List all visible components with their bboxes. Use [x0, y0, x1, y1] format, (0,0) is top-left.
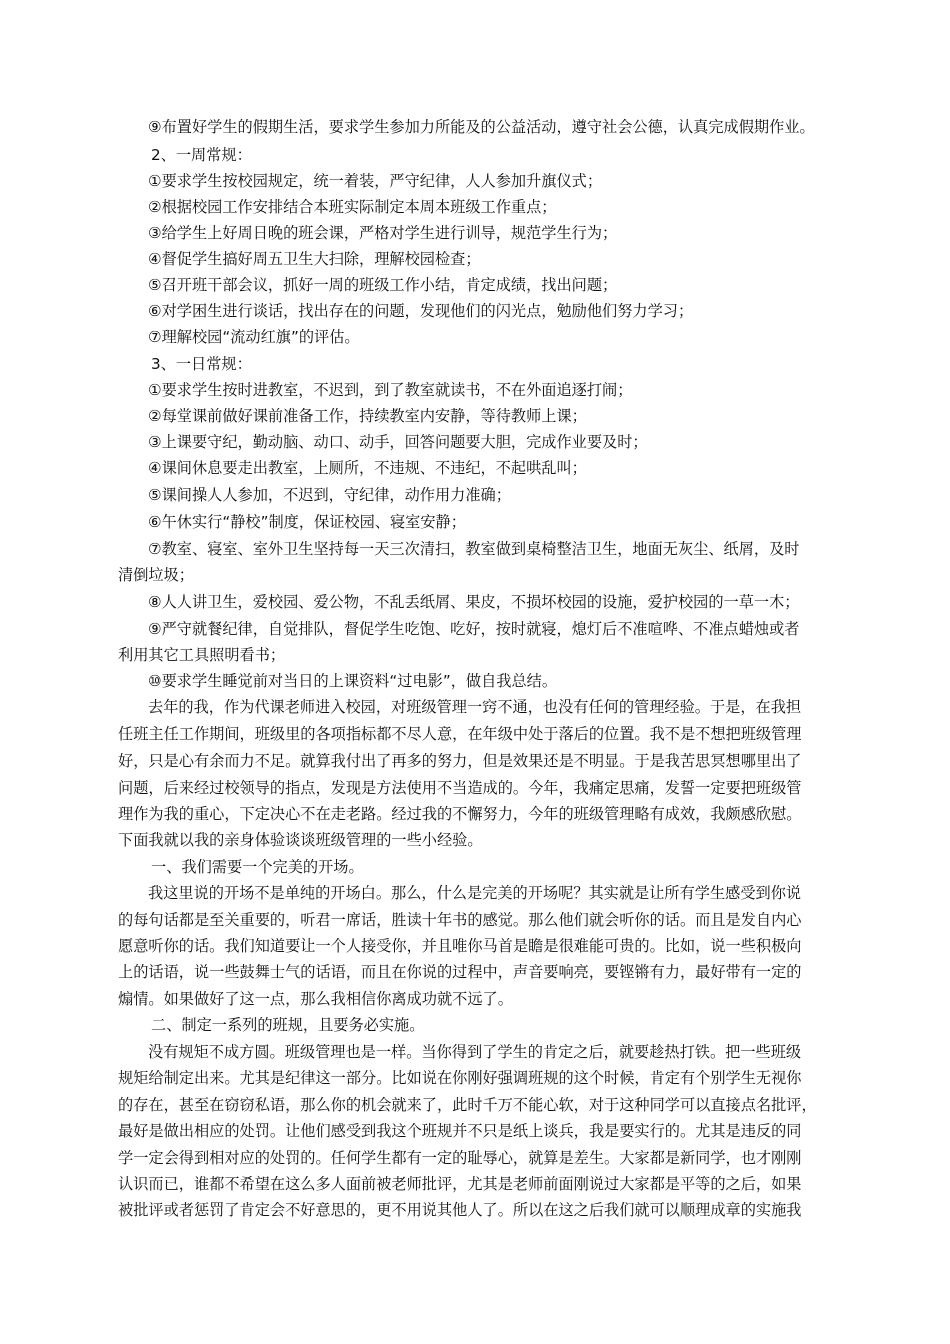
text-line: ⑩要求学生睡觉前对当日的上课资料“过电影”，做自我总结。 — [148, 672, 558, 690]
text-line: 好，只是心有余而力不足。就算我付出了再多的努力，但是效果还是不明显。于是我苦思冥想哪里出了 — [118, 752, 802, 770]
text-line: ④课间休息要走出教室，上厕所，不违规、不违纪，不起哄乱叫； — [148, 459, 587, 477]
text-line: 规矩给制定出来。尤其是纪律这一部分。比如说在你刚好强调班规的这个时候，肯定有个别学生无视你 — [118, 1069, 802, 1087]
section-heading: 二、制定一系列的班规，且要务必实施。 — [151, 1016, 425, 1034]
text-line: ②根据校园工作安排结合本班实际制定本周本班级工作重点； — [148, 198, 557, 216]
text-line: 被批评或者惩罚了肯定会不好意思的，更不用说其他人了。所以在这之后我们就可以顺理成章的实施我 — [118, 1201, 802, 1219]
text-line: ⑤课间操人人参加，不迟到，守纪律，动作用力准确； — [148, 486, 511, 504]
text-line: ⑨严守就餐纪律，自觉排队，督促学生吃饱、吃好，按时就寝，熄灯后不准喧哗、不准点蜡烛或者 — [148, 620, 800, 638]
text-line: ⑦理解校园“流动红旗”的评估。 — [148, 328, 360, 346]
text-line: ⑤召开班干部会议，抓好一周的班级工作小结，肯定成绩，找出问题； — [148, 276, 618, 294]
text-line: ②每堂课前做好课前准备工作，持续教室内安静，等待教师上课； — [148, 407, 587, 425]
text-line: 愿意听你的话。我们知道要让一个人接受你，并且唯你马首是瞻是很难能可贵的。比如，说一些积极向 — [118, 937, 802, 955]
section-heading: 2、一周常规： — [151, 146, 252, 164]
text-line: 认识而已，谁都不希望在这么多人面前被老师批评，尤其是老师前面刚说过大家都是平等的之后，如果 — [118, 1175, 802, 1193]
text-line: 的存在，甚至在窃窃私语，那么你的机会就来了，此时千万不能心软，对于这种同学可以直接点名批评， — [118, 1096, 817, 1114]
text-line: ①要求学生按时进教室，不迟到，到了教室就读书，不在外面追逐打闹； — [148, 381, 633, 399]
text-line: 任班主任工作期间，班级里的各项指标都不尽人意，在年级中处于落后的位置。我不是不想把班级管理 — [118, 725, 802, 743]
text-line: 理作为我的重心，下定决心不在走老路。经过我的不懈努力，今年的班级管理略有成效，我颇感欣慰。 — [118, 805, 802, 823]
section-heading: 一、我们需要一个完美的开场。 — [151, 858, 364, 876]
text-line: ③上课要守纪，勤动脑、动口、动手，回答问题要大胆，完成作业要及时； — [148, 433, 648, 451]
text-line: ⑥对学困生进行谈话，找出存在的问题，发现他们的闪光点，勉励他们努力学习； — [148, 302, 694, 320]
text-line: ⑧人人讲卫生，爱校园、爱公物，不乱丢纸屑、果皮，不损坏校园的设施，爱护校园的一草一木； — [148, 593, 800, 611]
text-line: 没有规矩不成方圆。班级管理也是一样。当你得到了学生的肯定之后，就要趁热打铁。把一些班级 — [148, 1043, 802, 1061]
text-line: ⑦教室、寝室、室外卫生坚持每一天三次清扫，教室做到桌椅整洁卫生，地面无灰尘、纸屑，及时 — [148, 540, 800, 558]
text-line: ⑨布置好学生的假期生活，要求学生参加力所能及的公益活动，遵守社会公德，认真完成假期作业。 — [148, 118, 815, 136]
text-line: 煽情。如果做好了这一点，那么我相信你离成功就不远了。 — [118, 990, 513, 1008]
text-line: 最好是做出相应的处罚。让他们感受到我这个班规并不只是纸上谈兵，我是要实行的。尤其是违反的同 — [118, 1122, 802, 1140]
text-line: 学一定会得到相对应的处罚的。任何学生都有一定的耻辱心，就算是差生。大家都是新同学，也才刚刚 — [118, 1149, 802, 1167]
text-line: 问题，后来经过校领导的指点，发现是方法使用不当造成的。今年，我痛定思痛，发誓一定要把班级管 — [118, 779, 802, 797]
text-line: 去年的我，作为代课老师进入校园，对班级管理一窍不通，也没有任何的管理经验。于是，在我担 — [148, 698, 802, 716]
text-line: 上的话语，说一些鼓舞士气的话语，而且在你说的过程中，声音要响亮，要铿锵有力，最好带有一定的 — [118, 963, 802, 981]
section-heading: 3、一日常规： — [151, 355, 252, 373]
text-line: ④督促学生搞好周五卫生大扫除，理解校园检查； — [148, 250, 481, 268]
text-line: ①要求学生按校园规定，统一着装，严守纪律，人人参加升旗仪式； — [148, 172, 603, 190]
text-line: 我这里说的开场不是单纯的开场白。那么，什么是完美的开场呢？其实就是让所有学生感受到你说 — [148, 884, 802, 902]
text-line: 清倒垃圾； — [118, 566, 194, 584]
text-line: ⑥午休实行“静校”制度，保证校园、寝室安静； — [148, 513, 466, 531]
text-line: 利用其它工具照明看书； — [118, 646, 286, 664]
text-line: ③给学生上好周日晚的班会课，严格对学生进行训导，规范学生行为； — [148, 224, 618, 242]
text-line: 的每句话都是至关重要的，听君一席话，胜读十年书的感觉。那么他们就会听你的话。而且是发自内心 — [118, 911, 802, 929]
text-line: 下面我就以我的亲身体验谈谈班级管理的一些小经验。 — [118, 831, 483, 849]
